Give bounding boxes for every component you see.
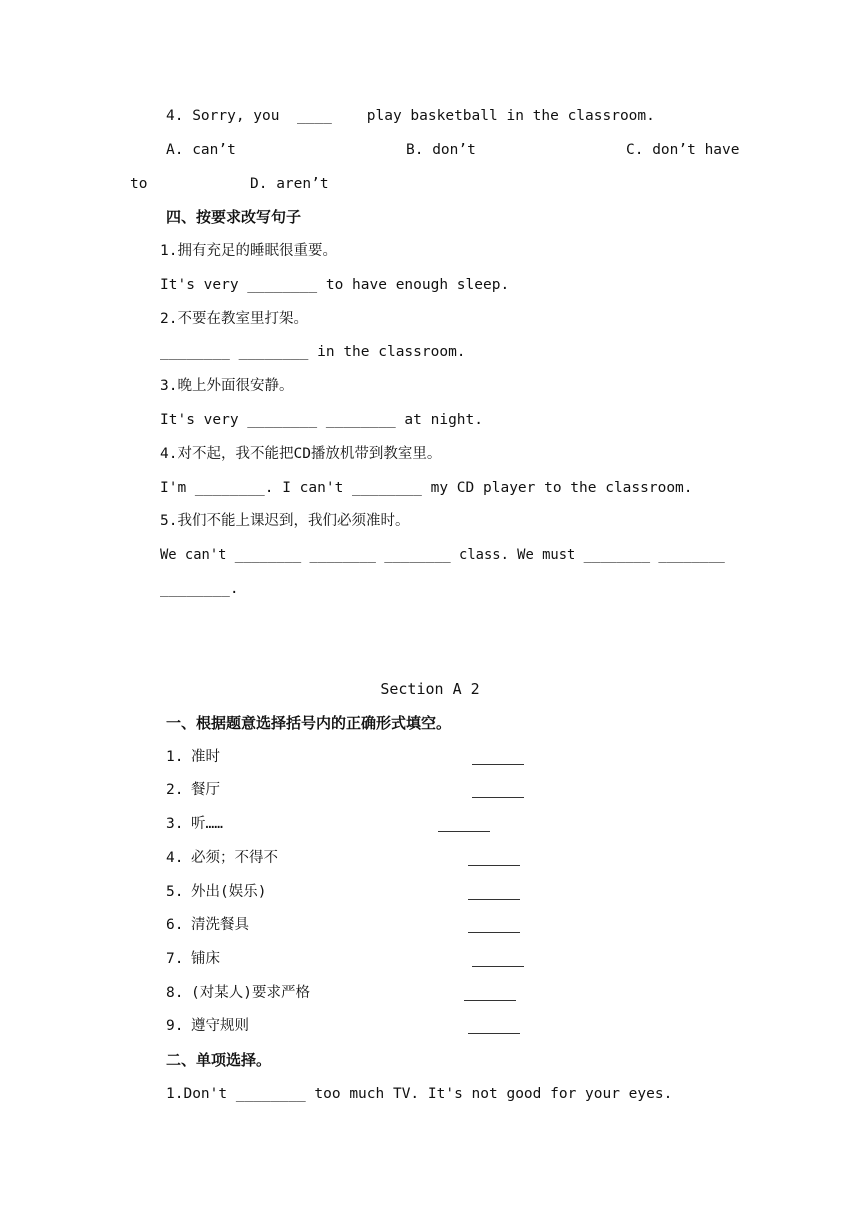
q4-option-b: B. don’t [406,142,476,158]
rewrite-5-english: We can't ________ ________ ________ class. We must ________ ________ [160,547,725,563]
q4-option-c-continued: to [130,176,148,192]
answer-blank [472,966,524,967]
section-heading-rewrite: 四、按要求改写句子 [166,208,302,226]
answer-blank [438,831,490,832]
rewrite-4-english: I'm ________. I can't ________ my CD player to the classroom. [160,480,693,496]
rewrite-2-chinese: 2.不要在教室里打架。 [160,311,308,327]
answer-blank [468,1033,520,1034]
vocab-number: 1. [166,749,184,765]
vocab-number: 6. [166,917,184,933]
vocab-number: 2. [166,782,184,798]
part2-heading: 二、单项选择。 [166,1051,272,1069]
vocab-chinese: (对某人)要求严格 [191,985,310,1001]
vocab-chinese: 铺床 [191,951,220,967]
rewrite-1-chinese: 1.拥有充足的睡眠很重要。 [160,243,337,259]
vocab-chinese: 餐厅 [191,782,220,798]
rewrite-5-chinese: 5.我们不能上课迟到，我们必须准时。 [160,513,410,529]
q4-option-c: C. don’t have [626,142,740,158]
multiple-choice-1: 1.Don't ________ too much TV. It's not good for your eyes. [166,1086,673,1102]
section-title: Section A 2 [380,680,480,698]
vocab-chinese: 遵守规则 [191,1018,249,1034]
answer-blank [464,1000,516,1001]
rewrite-3-english: It's very ________ ________ at night. [160,412,484,428]
q4-option-a: A. can’t [166,142,236,158]
part1-heading: 一、根据题意选择括号内的正确形式填空。 [166,714,452,732]
rewrite-3-chinese: 3.晚上外面很安静。 [160,378,294,394]
answer-blank [472,764,524,765]
vocab-chinese: 外出(娱乐) [191,884,267,900]
vocab-number: 5. [166,884,184,900]
q4-option-d: D. aren’t [250,176,329,192]
vocab-chinese: 听…… [191,816,223,832]
vocab-chinese: 清洗餐具 [191,917,249,933]
vocab-chinese: 必须；不得不 [191,850,278,866]
answer-blank [468,899,520,900]
rewrite-5-english-continued: ________. [160,581,239,597]
vocab-number: 4. [166,850,184,866]
rewrite-1-english: It's very ________ to have enough sleep. [160,277,510,293]
answer-blank [472,797,524,798]
vocab-chinese: 准时 [191,749,220,765]
q4-stem: 4. Sorry, you ____ play basketball in the classroom. [166,108,655,124]
answer-blank [468,865,520,866]
vocab-number: 8. [166,985,184,1001]
vocab-number: 9. [166,1018,184,1034]
vocab-number: 7. [166,951,184,967]
answer-blank [468,932,520,933]
rewrite-4-chinese: 4.对不起，我不能把CD播放机带到教室里。 [160,446,442,462]
rewrite-2-english: ________ ________ in the classroom. [160,344,466,360]
vocab-number: 3. [166,816,184,832]
